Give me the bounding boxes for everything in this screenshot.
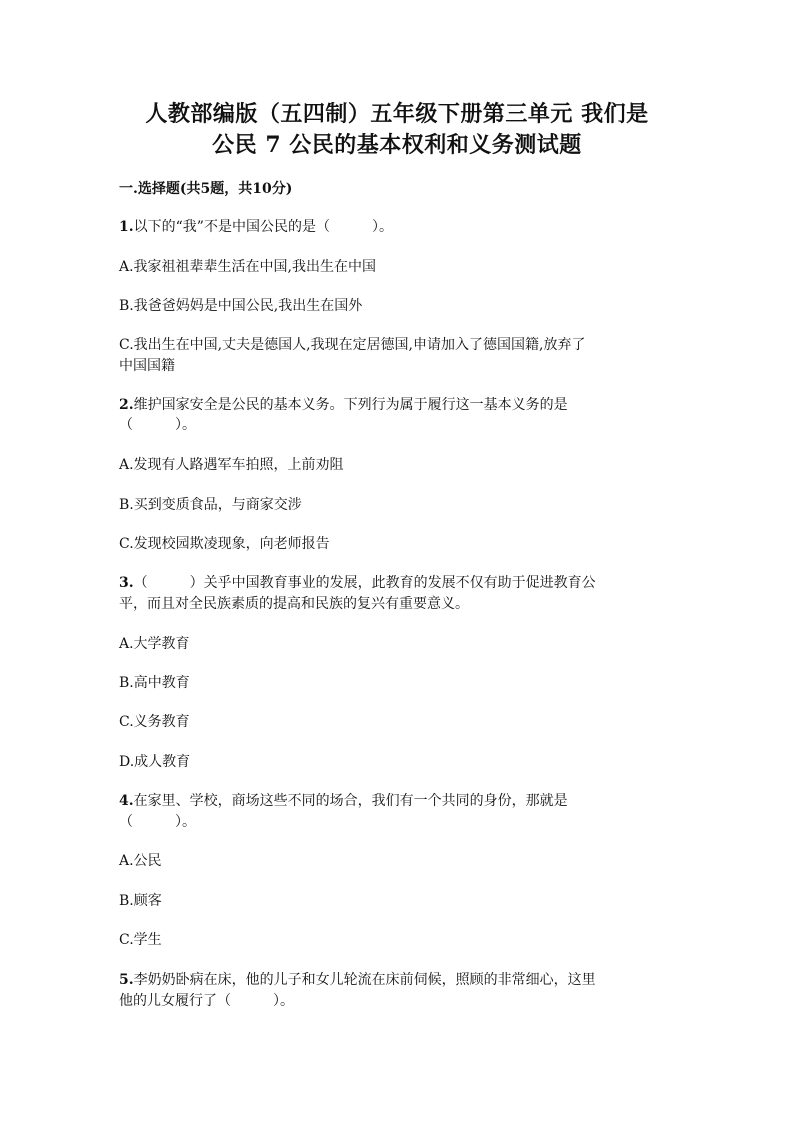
question-number: 2. [119, 397, 134, 413]
question-3-option-b: B.高中教育 [119, 675, 190, 691]
document-title-line-2: 公民 7 公民的基本权利和义务测试题 [212, 132, 582, 158]
question-4-option-a: A.公民 [119, 853, 162, 869]
question-2-option-b: B.买到变质食品，与商家交涉 [119, 497, 302, 513]
question-2 [119, 395, 679, 415]
question-4-option-c: C.学生 [119, 932, 162, 948]
document-title-line-1: 人教部编版（五四制）五年级下册第三单元 我们是 [145, 101, 649, 127]
question-1 [119, 217, 679, 237]
question-3 [119, 573, 679, 593]
question-1-option-c: C.我出生在中国,丈夫是德国人,我现在定居德国,申请加入了德国国籍,放弃了 [119, 337, 586, 353]
section-heading: 一.选择题(共5题，共10分) [119, 181, 293, 197]
question-4-continued: （ ）。 [119, 814, 196, 830]
question-2-option-a: A.发现有人路遇军车拍照，上前劝阻 [119, 457, 344, 473]
question-3-option-c: C.义务教育 [119, 714, 190, 730]
question-text: （ ）关乎中国教育事业的发展，此教育的发展不仅有助于促进教育公 [133, 575, 596, 591]
question-number: 1. [119, 219, 134, 235]
question-4-option-b: B.顾客 [119, 893, 162, 909]
question-2-continued: （ ）。 [119, 417, 196, 433]
question-1-option-c-continued: 中国国籍 [119, 358, 175, 374]
question-3-option-a: A.大学教育 [119, 636, 190, 652]
question-3-continued: 平，而且对全民族素质的提高和民族的复兴有重要意义。 [119, 596, 469, 612]
question-5-continued: 他的儿女履行了（ ）。 [119, 993, 294, 1009]
question-text: 在家里、学校，商场这些不同的场合，我们有一个共同的身份，那就是 [133, 793, 568, 809]
question-number: 3. [119, 575, 134, 591]
question-text: 以下的“我”不是中国公民的是（ ）。 [133, 219, 393, 235]
question-1-option-b: B.我爸爸妈妈是中国公民,我出生在国外 [119, 298, 363, 314]
question-4 [119, 791, 679, 811]
question-3-option-d: D.成人教育 [119, 754, 191, 770]
question-5 [119, 970, 679, 990]
question-1-option-a: A.我家祖祖辈辈生活在中国,我出生在中国 [119, 259, 377, 275]
question-number: 4. [119, 793, 134, 809]
question-number: 5. [119, 972, 134, 988]
question-2-option-c: C.发现校园欺凌现象，向老师报告 [119, 536, 330, 552]
question-text: 李奶奶卧病在床，他的儿子和女儿轮流在床前伺候，照顾的非常细心，这里 [133, 972, 596, 988]
question-text: 维护国家安全是公民的基本义务。下列行为属于履行这一基本义务的是 [133, 397, 568, 413]
